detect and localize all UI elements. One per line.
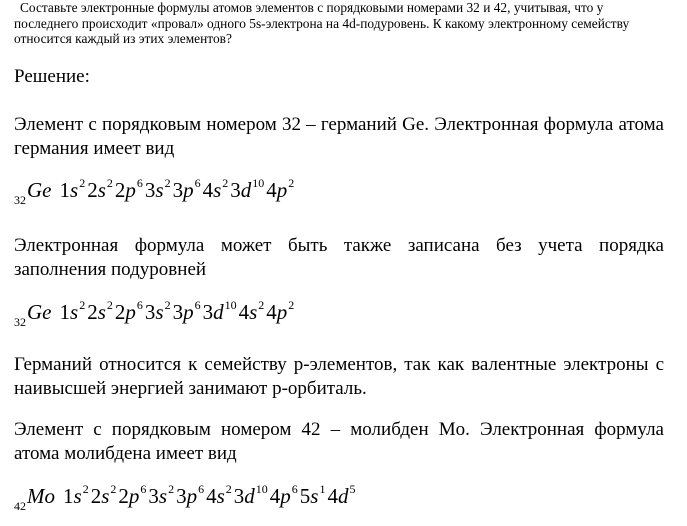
- solution-heading: Решение:: [14, 66, 90, 87]
- electron-count: 10: [255, 482, 268, 496]
- subshell-letter: s: [249, 300, 258, 324]
- subshell-letter: s: [97, 300, 106, 324]
- electron-count: 2: [168, 482, 175, 496]
- subshell-letter: s: [216, 484, 225, 508]
- electron-count: 2: [106, 176, 113, 190]
- principal-number: 3: [176, 484, 187, 508]
- electron-count: 2: [222, 176, 229, 190]
- principal-number: 2: [114, 300, 126, 324]
- electron-configuration: [63, 484, 357, 508]
- orbital-term: [115, 178, 145, 205]
- subshell-letter: s: [310, 484, 319, 508]
- principal-number: 4: [327, 484, 338, 508]
- paragraph-alternative-notation: Электронная формула может быть также записана без учета порядка заполнения подуровней: [14, 235, 664, 280]
- orbital-term: [300, 484, 328, 511]
- subshell-letter: p: [276, 300, 288, 324]
- subshell-letter: s: [155, 178, 164, 202]
- electron-count: 6: [194, 298, 201, 312]
- subshell-letter: d: [240, 178, 252, 202]
- task-line-3: относится каждый из этих элементов?: [14, 31, 232, 46]
- electron-count: 6: [198, 482, 205, 496]
- subshell-letter: p: [183, 178, 194, 202]
- principal-number: 2: [87, 300, 98, 324]
- orbital-term: [145, 300, 173, 327]
- orbital-term: [270, 484, 300, 511]
- task-line-1: Составьте электронные формулы атомов элементов с порядковыми номерами 32 и 42, учитывая, что у: [20, 0, 604, 15]
- electron-count: 6: [136, 298, 143, 312]
- orbital-term: [266, 178, 296, 205]
- electron-count: 6: [136, 176, 143, 190]
- electron-count: 2: [164, 176, 171, 190]
- orbital-term: [173, 300, 203, 327]
- principal-number: 4: [269, 484, 281, 508]
- subshell-letter: p: [183, 300, 194, 324]
- task-statement: [14, 0, 674, 47]
- electron-count: 6: [291, 482, 298, 496]
- principal-number: 4: [266, 300, 277, 324]
- atomic-number: 32: [14, 193, 26, 207]
- subshell-letter: p: [186, 484, 198, 508]
- electron-count: 2: [164, 298, 171, 312]
- electron-count: 6: [194, 176, 201, 190]
- formula-molybdenum: [14, 484, 357, 516]
- orbital-term: [173, 178, 203, 205]
- electron-count: 1: [319, 482, 326, 496]
- subshell-letter: p: [128, 484, 140, 508]
- electron-count: 10: [252, 176, 265, 190]
- principal-number: 3: [202, 300, 214, 324]
- orbital-term: [176, 484, 206, 511]
- orbital-term: [234, 484, 270, 511]
- principal-number: 3: [148, 484, 159, 508]
- principal-number: 3: [172, 300, 184, 324]
- subshell-letter: s: [158, 484, 168, 508]
- electron-configuration: [60, 178, 297, 202]
- electron-count: 2: [82, 482, 89, 496]
- subshell-letter: s: [155, 300, 164, 324]
- principal-number: 3: [172, 178, 184, 202]
- subshell-letter: s: [73, 484, 82, 508]
- subshell-letter: p: [280, 484, 291, 508]
- principal-number: 4: [266, 178, 277, 202]
- principal-number: 1: [59, 300, 70, 324]
- subshell-letter: s: [213, 178, 222, 202]
- electron-count: 2: [110, 482, 117, 496]
- formula-germanium-2: [14, 300, 296, 332]
- electron-count: 2: [225, 482, 232, 496]
- orbital-term: [87, 178, 115, 205]
- principal-number: 4: [238, 300, 250, 324]
- principal-number: 3: [230, 178, 241, 202]
- principal-number: 3: [144, 300, 156, 324]
- electron-count: 2: [288, 176, 295, 190]
- orbital-term: [148, 484, 176, 511]
- subshell-letter: p: [276, 178, 288, 202]
- orbital-term: [206, 484, 234, 511]
- principal-number: 4: [206, 484, 217, 508]
- orbital-term: [230, 178, 266, 205]
- electron-count: 2: [79, 176, 86, 190]
- orbital-term: [60, 178, 88, 205]
- orbital-term: [91, 484, 119, 511]
- electron-count: 2: [258, 298, 265, 312]
- orbital-term: [239, 300, 267, 327]
- subshell-letter: d: [337, 484, 349, 508]
- atomic-number: 32: [14, 315, 26, 329]
- principal-number: 5: [299, 484, 311, 508]
- subshell-letter: p: [125, 178, 136, 202]
- paragraph-germanium-intro: Элемент с порядковым номером 32 – германий Ge. Электронная формула атома германия имеет вид: [14, 114, 664, 159]
- subshell-letter: d: [213, 300, 224, 324]
- principal-number: 2: [118, 484, 129, 508]
- orbital-term: [266, 300, 296, 327]
- atomic-number: 42: [14, 499, 26, 513]
- subshell-letter: s: [101, 484, 110, 508]
- subshell-letter: p: [125, 300, 136, 324]
- element-symbol: Ge: [27, 178, 52, 202]
- subshell-letter: s: [70, 300, 79, 324]
- electron-count: 2: [79, 298, 86, 312]
- paragraph-germanium-family: Германий относится к семейству p-элементов, так как валентные электроны с наивысшей энергией занимают p-орбиталь.: [14, 354, 664, 399]
- principal-number: 3: [144, 178, 156, 202]
- subshell-letter: s: [70, 178, 79, 202]
- electron-count: 6: [140, 482, 147, 496]
- paragraph-molybdenum-intro: Элемент с порядковым номером 42 – молибден Mo. Электронная формула атома молибдена имеет вид: [14, 419, 664, 464]
- orbital-term: [115, 300, 145, 327]
- principal-number: 2: [90, 484, 102, 508]
- electron-count: 10: [224, 298, 237, 312]
- orbital-term: [203, 178, 231, 205]
- principal-number: 2: [114, 178, 126, 202]
- formula-germanium-1: [14, 178, 296, 210]
- element-symbol: Ge: [27, 300, 52, 324]
- element-symbol: Mo: [27, 484, 55, 508]
- electron-count: 5: [349, 482, 356, 496]
- orbital-term: [63, 484, 91, 511]
- orbital-term: [87, 300, 115, 327]
- principal-number: 2: [87, 178, 98, 202]
- principal-number: 4: [202, 178, 214, 202]
- principal-number: 1: [63, 484, 74, 508]
- electron-count: 2: [106, 298, 113, 312]
- orbital-term: [203, 300, 239, 327]
- electron-count: 2: [288, 298, 295, 312]
- subshell-letter: d: [244, 484, 255, 508]
- orbital-term: [118, 484, 148, 511]
- orbital-term: [327, 484, 357, 511]
- electron-configuration: [60, 300, 297, 324]
- subshell-letter: s: [97, 178, 106, 202]
- principal-number: 3: [233, 484, 245, 508]
- principal-number: 1: [59, 178, 70, 202]
- orbital-term: [60, 300, 88, 327]
- orbital-term: [145, 178, 173, 205]
- task-line-2: последнего происходит «провал» одного 5s-электрона на 4d-подуровень. К какому электронному семейству: [14, 15, 630, 31]
